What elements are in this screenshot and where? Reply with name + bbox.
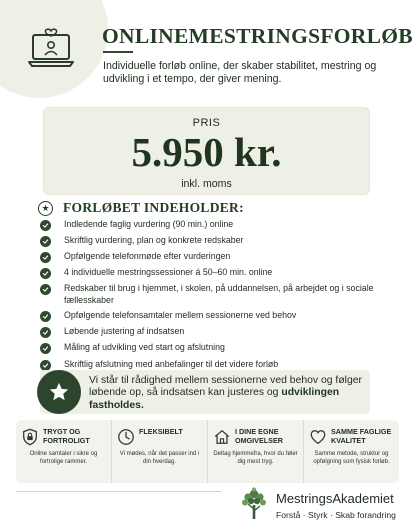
check-icon xyxy=(40,360,51,371)
feature-secure xyxy=(16,420,111,483)
list-item-text: Opfølgende telefonmøde efter vurderingen xyxy=(64,251,231,262)
brand-name: MestringsAkademiet xyxy=(276,491,394,506)
shield-lock-icon xyxy=(21,428,39,446)
list-item xyxy=(40,359,380,371)
price-value: 5.950 kr. xyxy=(131,129,282,175)
check-icon xyxy=(40,327,51,338)
feature-home xyxy=(207,420,303,483)
list-item xyxy=(40,326,380,338)
feature-flexible xyxy=(111,420,207,483)
feature-desc: Samme metode, struktur og opfølgning som fysisk forløb. xyxy=(313,451,390,465)
list-item-text: Redskaber til brug i hjemmet, i skolen, på uddannelsen, på arbejdet og i sociale fællesskaber xyxy=(64,283,374,305)
feature-quality xyxy=(303,420,399,483)
check-icon xyxy=(40,220,51,231)
includes-title: FORLØBET INDEHOLDER: xyxy=(63,200,244,215)
list-item-text: Skriftlig afslutning med anbefalinger til det videre forløb xyxy=(64,358,279,369)
feature-title: TRYGT OG FORTROLIGT xyxy=(43,427,90,445)
check-icon xyxy=(40,252,51,263)
list-item xyxy=(40,310,380,322)
list-item xyxy=(40,251,380,263)
support-text-main: Vi står til rådighed mellem sessionerne ved behov og følger løbende op, så indsatsen kan justeres og xyxy=(89,375,362,399)
heart-icon xyxy=(309,428,327,446)
feature-desc: Online samtaler i sikre og fortrolige rammer. xyxy=(29,451,98,465)
support-text xyxy=(89,375,365,412)
check-icon xyxy=(40,343,51,354)
clock-icon xyxy=(117,428,135,446)
list-item xyxy=(40,342,380,354)
feature-title: I DINE EGNE OMGIVELSER xyxy=(235,427,283,445)
list-item xyxy=(40,283,380,306)
brand-tagline: Forstå · Styrk · Skab forandring xyxy=(276,510,396,520)
feature-title: FLEKSIBELT xyxy=(139,427,183,436)
includes-list xyxy=(40,219,380,375)
price-label: PRIS xyxy=(192,117,221,129)
house-icon xyxy=(213,428,231,446)
list-item-text: Løbende justering af indsatsen xyxy=(64,326,185,337)
star-icon xyxy=(37,370,81,414)
support-text-bold: udviklingen fastholdes. xyxy=(89,387,340,411)
title-underline xyxy=(103,51,133,53)
feature-title: SAMME FAGLIGE KVALITET xyxy=(331,427,392,445)
tree-icon xyxy=(239,487,269,521)
list-item-text: 4 individuelle mestringssessioner á 50–60 min. online xyxy=(64,267,273,278)
check-icon xyxy=(40,284,51,295)
includes-heading xyxy=(38,200,244,216)
price-box xyxy=(43,107,370,195)
list-item xyxy=(40,219,380,231)
laptop-heart-icon xyxy=(24,22,78,76)
check-icon xyxy=(40,311,51,322)
feature-desc: Vi mødes, når det passer ind i din hverdag. xyxy=(119,451,200,465)
check-icon xyxy=(40,268,51,279)
features-strip xyxy=(16,420,399,483)
footer-divider xyxy=(16,491,221,492)
list-item-text: Indledende faglig vurdering (90 min.) online xyxy=(64,219,234,229)
check-icon xyxy=(40,236,51,247)
list-item xyxy=(40,267,380,279)
support-banner xyxy=(40,370,370,414)
page-title: ONLINEMESTRINGSFORLØB xyxy=(102,24,413,48)
price-note: inkl. moms xyxy=(181,178,232,190)
list-item xyxy=(40,235,380,247)
star-circle-icon: ★ xyxy=(38,201,53,216)
list-item-text: Måling af udvikling ved start og afslutning xyxy=(64,342,225,353)
list-item-text: Skriftlig vurdering, plan og konkrete redskaber xyxy=(64,235,244,246)
feature-desc: Deltag hjemmefra, hvor du føler dig mest tryg. xyxy=(213,451,298,465)
intro-text: Individuelle forløb online, der skaber stabilitet, mestring og udvikling i et tempo, der giver mening. xyxy=(103,60,377,85)
list-item-text: Opfølgende telefonsamtaler mellem sessionerne ved behov xyxy=(64,310,297,321)
